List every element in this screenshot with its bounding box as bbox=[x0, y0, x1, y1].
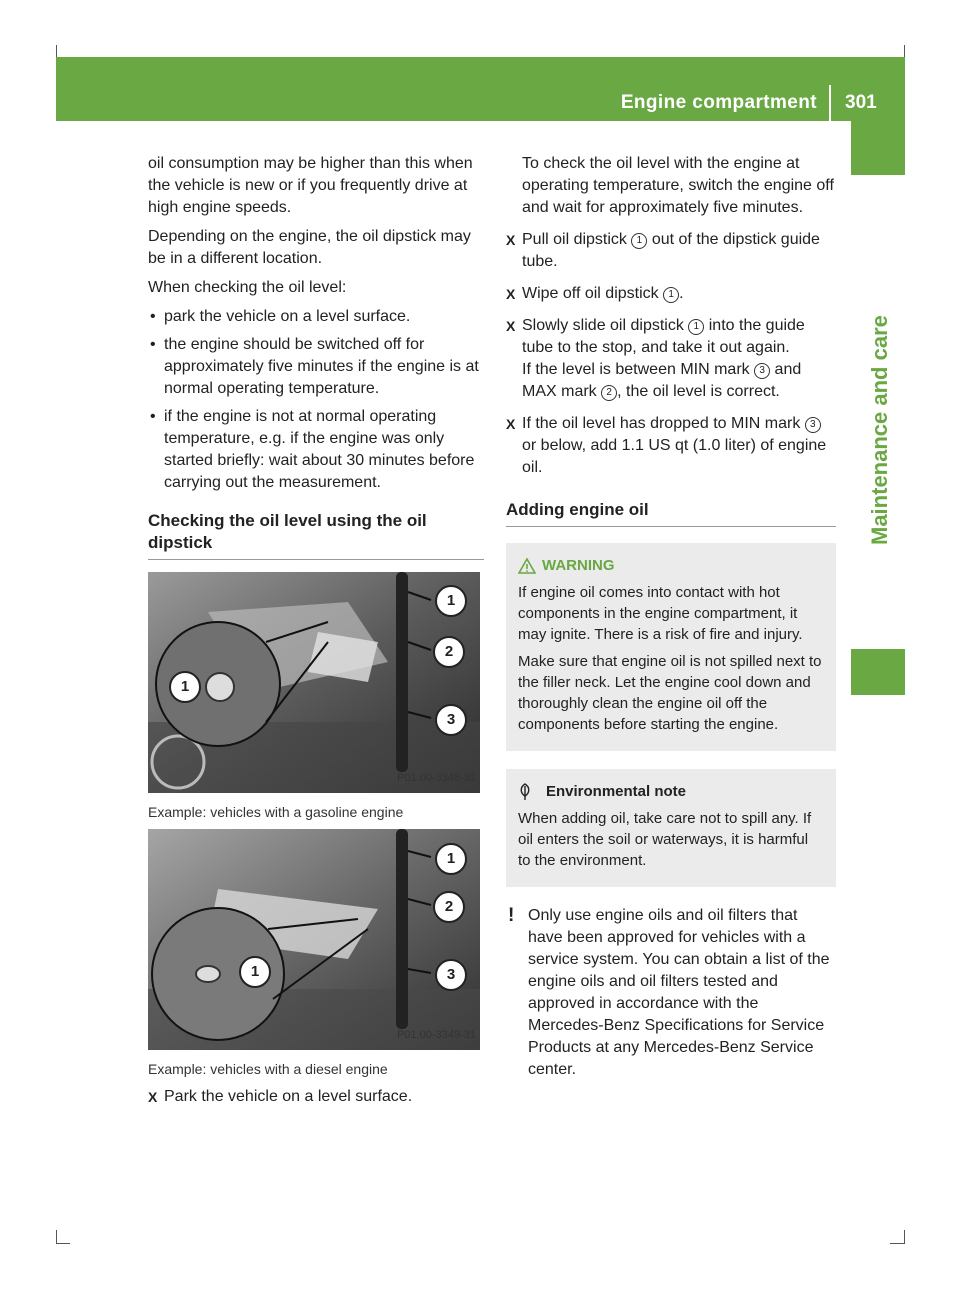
left-column bbox=[148, 153, 484, 1118]
step-arrow-icon: X bbox=[506, 318, 516, 334]
environmental-note-title: Environmental note bbox=[518, 781, 824, 802]
header-divider bbox=[829, 85, 831, 121]
paragraph: To check the oil level with the engine at operating temperature, switch the engine off and wait for approximately five minutes. bbox=[522, 155, 834, 216]
circled-number-2: 2 bbox=[601, 385, 617, 401]
paragraph: When adding oil, take care not to spill any. If oil enters the soil or waterways, it is harmful to the environment. bbox=[518, 810, 812, 869]
environmental-note-box bbox=[506, 769, 836, 887]
circled-number-1: 1 bbox=[663, 287, 679, 303]
step-arrow-icon: X bbox=[506, 416, 516, 432]
crop-mark bbox=[56, 1230, 57, 1244]
section-side-label: Maintenance and care bbox=[867, 315, 892, 545]
notice-paragraph: ! Only use engine oils and oil filters that have been approved for vehicles with a service system. You can obtain a list of the engine oils and oil filters tested and approved in accordance with the Mercedes-Benz Specifications for Service Products at any Mercedes-Benz Service center. bbox=[508, 905, 830, 1078]
warning-box bbox=[506, 543, 836, 751]
callout-3: 3 bbox=[435, 959, 467, 991]
environment-icon bbox=[518, 783, 532, 801]
figure-caption: Example: vehicles with a gasoline engine bbox=[148, 804, 404, 820]
crop-mark bbox=[890, 1243, 904, 1244]
paragraph: Depending on the engine, the oil dipstick may be in a different location. bbox=[148, 228, 471, 267]
page-number: 301 bbox=[845, 92, 877, 113]
instruction-step: X If the oil level has dropped to MIN mark 3 or below, add 1.1 US qt (1.0 liter) of engine oil. bbox=[506, 415, 827, 476]
callout-1: 1 bbox=[239, 956, 271, 988]
circled-number-3: 3 bbox=[805, 417, 821, 433]
instruction-step: X Park the vehicle on a level surface. bbox=[148, 1086, 484, 1108]
engine-illustration bbox=[148, 829, 480, 1050]
section-heading: Checking the oil level using the oil dipstick bbox=[148, 510, 484, 560]
crop-mark bbox=[56, 1243, 70, 1244]
callout-3: 3 bbox=[435, 704, 467, 736]
figure-code: P01.00-3348-31 bbox=[397, 772, 476, 784]
step-arrow-icon: X bbox=[148, 1089, 158, 1105]
section-heading: Adding engine oil bbox=[506, 499, 836, 527]
step-arrow-icon: X bbox=[506, 286, 516, 302]
circled-number-1: 1 bbox=[631, 233, 647, 249]
step-arrow-icon: X bbox=[506, 232, 516, 248]
callout-1: 1 bbox=[435, 843, 467, 875]
instruction-step: X Slowly slide oil dipstick 1 into the guide tube to the stop, and take it out again. If the level is between MIN mark 3 and MAX mark 2 , the oil level is correct. bbox=[506, 317, 805, 400]
bullet-icon: • bbox=[150, 336, 156, 353]
callout-1: 1 bbox=[435, 585, 467, 617]
crop-mark bbox=[904, 1230, 905, 1244]
crop-mark bbox=[56, 45, 57, 57]
paragraph: Make sure that engine oil is not spilled next to the filler neck. Let the engine cool down and thoroughly clean the engine oil off the components before starting the engine. bbox=[518, 653, 822, 733]
side-tab-marker bbox=[851, 649, 905, 695]
list-item: • park the vehicle on a level surface. bbox=[148, 306, 484, 328]
right-column bbox=[506, 153, 836, 1081]
warning-title: WARNING bbox=[518, 555, 824, 576]
figure-code: P01.00-3349-31 bbox=[397, 1029, 476, 1041]
circled-number-3: 3 bbox=[754, 363, 770, 379]
callout-2: 2 bbox=[433, 891, 465, 923]
crop-mark bbox=[904, 45, 905, 57]
callout-2: 2 bbox=[433, 636, 465, 668]
exclamation-icon: ! bbox=[508, 905, 515, 926]
paragraph: If engine oil comes into contact with hot components in the engine compartment, it may ignite. There is a risk of fire and injury. bbox=[518, 584, 803, 643]
page-title: Engine compartment bbox=[620, 92, 817, 113]
figure-caption: Example: vehicles with a diesel engine bbox=[148, 1061, 388, 1077]
side-tab-top bbox=[851, 121, 905, 175]
bullet-icon: • bbox=[150, 408, 156, 425]
paragraph: oil consumption may be higher than this when the vehicle is new or if you frequently drive at high engine speeds. bbox=[148, 155, 473, 216]
engine-photo-diesel bbox=[148, 829, 480, 1050]
instruction-step: X Pull oil dipstick 1 out of the dipstick guide tube. bbox=[506, 231, 820, 270]
circled-number-1: 1 bbox=[688, 319, 704, 335]
engine-photo-gasoline bbox=[148, 572, 480, 793]
paragraph: When checking the oil level: bbox=[148, 279, 347, 296]
warning-triangle-icon bbox=[518, 558, 536, 574]
bullet-icon: • bbox=[150, 308, 156, 325]
instruction-step: X Wipe off oil dipstick 1 . bbox=[506, 283, 836, 305]
callout-1: 1 bbox=[169, 671, 201, 703]
list-item: • if the engine is not at normal operating temperature, e.g. if the engine was only started briefly: wait about 30 minutes before carrying out the measurement. bbox=[150, 408, 475, 491]
list-item: • the engine should be switched off for approximately five minutes if the engine is at normal operating temperature. bbox=[150, 336, 479, 397]
